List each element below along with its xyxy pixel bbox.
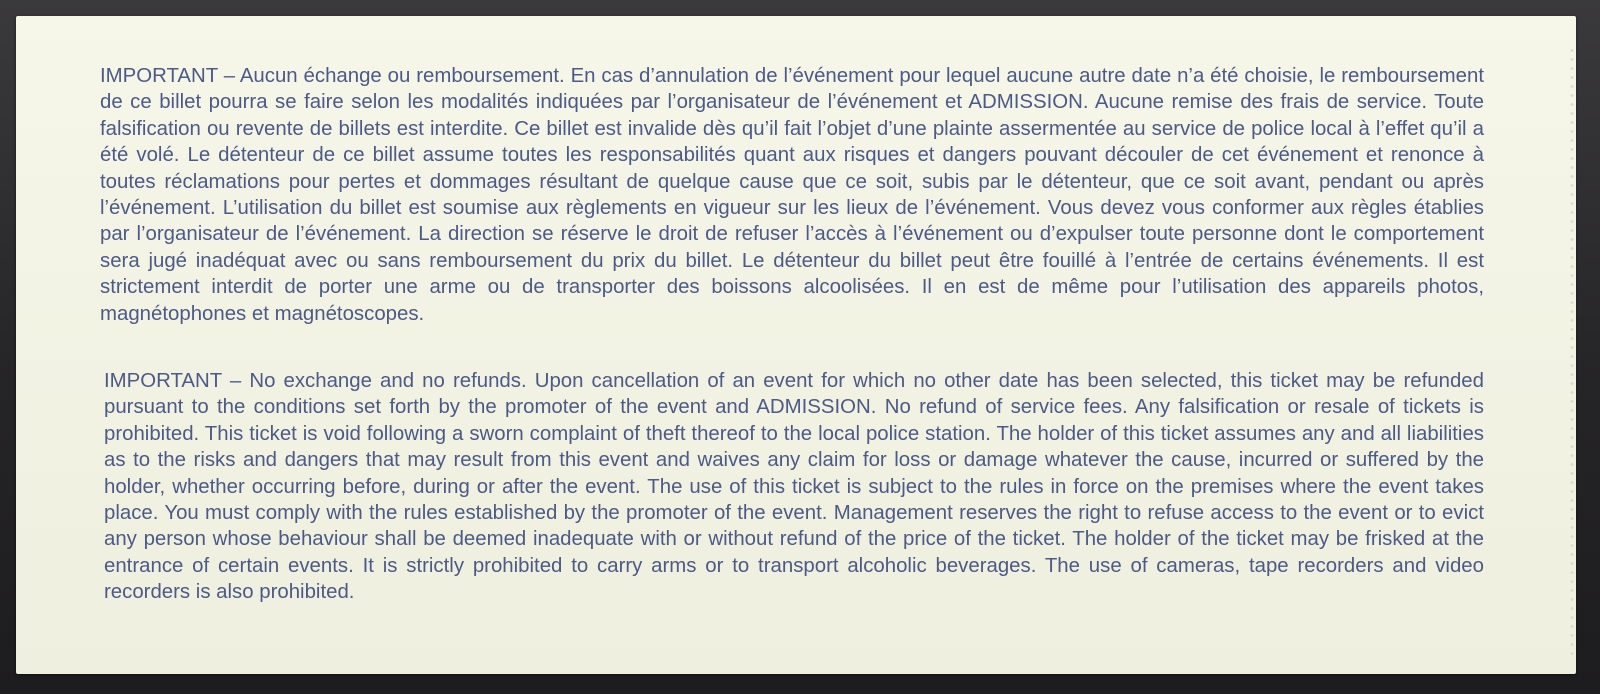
french-terms-paragraph: IMPORTANT – Aucun échange ou remboursement. En cas d’annulation de l’événement pour lequel aucune autre date n’a été choisie, le remboursement de ce billet pourra se faire selon les modalités indiquées par l’organisateur de l’événement et ADMISSION. Aucune remise des frais de service. Toute falsification ou revente de billets est interdite. Ce billet est invalide dès qu’il fait l’objet d’une plainte assermentée au service de police local à l’effet qu’il a été volé. Le détenteur de ce billet assume toutes les responsabilités quant aux risques et dangers pouvant découler de cet événement et renonce à toutes réclamations pour pertes et dommages résultant de quelque cause que ce soit, subis par le détenteur, que ce soit avant, pendant ou après l’événement. L’utilisation du billet est soumise aux règlements en vigueur sur les lieux de l’événement. Vous devez vous conformer aux règles établies par l’organisateur de l’événement. La direction se réserve le droit de refuser l’accès à l’événement ou d’expulser toute personne dont le comportement sera jugé inadéquat avec ou sans remboursement du prix du billet. Le détenteur du billet peut être fouillé à l’entrée de certains événements. Il est strictement interdit de porter une arme ou de transporter des boissons alcoolisées. Il en est de même pour l’utilisation des appareils photos, magnétophones et magnétoscopes. bbox=[100, 65, 1484, 325]
english-terms-paragraph: IMPORTANT – No exchange and no refunds. Upon cancellation of an event for which no other date has been selected, this ticket may be refunded pursuant to the conditions set forth by the promoter of the event and ADMISSION. No refund of service fees. Any falsification or resale of tickets is prohibited. This ticket is void following a sworn complaint of theft thereof to the local police station. The holder of this ticket assumes any and all liabilities as to the risks and dangers that may result from this event and waives any claim for loss or damage whatever the cause, incurred or suffered by the holder, whether occurring before, during or after the event. The use of this ticket is subject to the rules in force on the premises where the event takes place. You must comply with the rules established by the promoter of the event. Management reserves the right to refuse access to the event or to evict any person whose behaviour shall be deemed inadequate with or without refund of the price of the ticket. The holder of the ticket may be frisked at the entrance of certain events. It is strictly prohibited to carry arms or to transport alcoholic beverages. The use of cameras, tape recorders and video recorders is also prohibited. bbox=[104, 370, 1484, 604]
ticket-back bbox=[16, 16, 1576, 674]
